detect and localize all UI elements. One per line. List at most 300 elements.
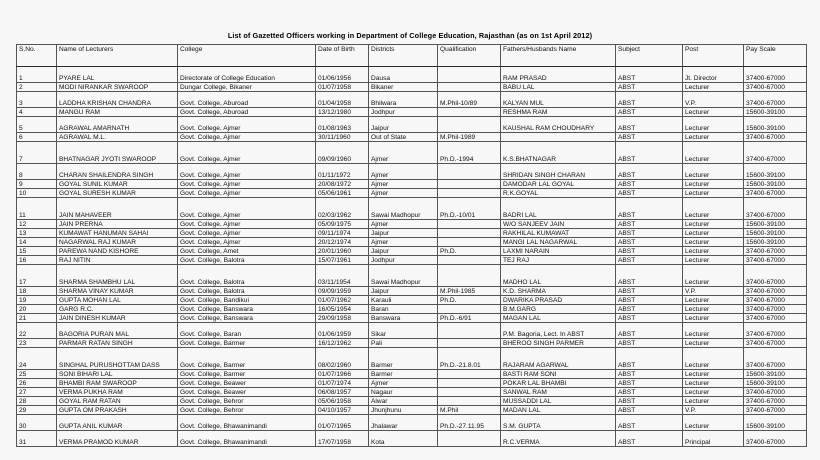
- cell-sno: 15: [17, 247, 57, 256]
- cell-date-of-birth: 01/08/1963: [316, 117, 369, 133]
- cell-post: Lecturer: [683, 229, 744, 238]
- cell-father-name: MAGAN LAL: [501, 314, 616, 323]
- cell-subject: ABST: [616, 305, 683, 314]
- cell-subject: ABST: [616, 415, 683, 431]
- cell-father-name: B.M.GARG: [501, 305, 616, 314]
- cell-college: Govt. College, Bandikui: [178, 296, 316, 305]
- table-row: [17, 189, 807, 198]
- cell-name: RAJ NITIN: [57, 256, 178, 265]
- cell-qualification: [438, 323, 501, 339]
- cell-name: KUMAWAT HANUMAN SAHAI: [57, 229, 178, 238]
- cell-post: V.P.: [683, 287, 744, 296]
- cell-college: Govt. College, Balotra: [178, 287, 316, 296]
- cell-sno: 4: [17, 108, 57, 117]
- cell-pay-scale: 15600-39100: [744, 229, 807, 238]
- cell-college: Govt. College, Bhawanimandi: [178, 431, 316, 447]
- cell-father-name: SANWAL RAM: [501, 388, 616, 397]
- cell-college: Directorate of College Education: [178, 67, 316, 83]
- cell-name: AGRAWAL AMARNATH: [57, 117, 178, 133]
- cell-post: Lecturer: [683, 117, 744, 133]
- cell-post: Lecturer: [683, 339, 744, 348]
- cell-qualification: [438, 379, 501, 388]
- cell-subject: ABST: [616, 247, 683, 256]
- cell-pay-scale: 37400-67000: [744, 397, 807, 406]
- cell-name: GOYAL RAM RATAN: [57, 397, 178, 406]
- cell-college: Govt. College, Behror: [178, 397, 316, 406]
- cell-district: Nagaur: [369, 388, 438, 397]
- table-row: [17, 229, 807, 238]
- cell-pay-scale: 37400-67000: [744, 406, 807, 415]
- cell-college: Govt. College, Ajmer: [178, 142, 316, 164]
- cell-date-of-birth: 01/04/1958: [316, 92, 369, 108]
- cell-pay-scale: 37400-67000: [744, 256, 807, 265]
- cell-sno: 17: [17, 265, 57, 287]
- cell-name: GUPTA MOHAN LAL: [57, 296, 178, 305]
- cell-name: SONI BIHARI LAL: [57, 370, 178, 379]
- cell-date-of-birth: 20/12/1974: [316, 238, 369, 247]
- cell-pay-scale: 37400-67000: [744, 323, 807, 339]
- cell-qualification: Ph.D.-21.8.01: [438, 348, 501, 370]
- cell-name: BAGORIA PURAN MAL: [57, 323, 178, 339]
- cell-name: VERMA PUKHA RAM: [57, 388, 178, 397]
- cell-pay-scale: 15600-39100: [744, 220, 807, 229]
- cell-pay-scale: 37400-67000: [744, 198, 807, 220]
- table-row: [17, 287, 807, 296]
- cell-sno: 25: [17, 370, 57, 379]
- cell-post: Lecturer: [683, 296, 744, 305]
- cell-date-of-birth: 04/10/1957: [316, 406, 369, 415]
- cell-name: GUPTA OM PRAKASH: [57, 406, 178, 415]
- cell-district: Jaipur: [369, 117, 438, 133]
- cell-pay-scale: 37400-67000: [744, 305, 807, 314]
- cell-father-name: KALYAN MUL: [501, 92, 616, 108]
- cell-pay-scale: 15600-39100: [744, 180, 807, 189]
- cell-date-of-birth: 05/09/1975: [316, 220, 369, 229]
- cell-sno: 28: [17, 397, 57, 406]
- cell-post: Lecturer: [683, 164, 744, 180]
- cell-father-name: DAMODAR LAL GOYAL: [501, 180, 616, 189]
- cell-college: Govt. College, Barmer: [178, 348, 316, 370]
- cell-date-of-birth: 05/06/1961: [316, 189, 369, 198]
- cell-pay-scale: 37400-67000: [744, 265, 807, 287]
- cell-date-of-birth: 01/06/1959: [316, 323, 369, 339]
- table-row: [17, 415, 807, 431]
- cell-post: Lecturer: [683, 397, 744, 406]
- cell-pay-scale: 37400-67000: [744, 296, 807, 305]
- cell-father-name: LAXMI NARAIN: [501, 247, 616, 256]
- cell-pay-scale: 37400-67000: [744, 388, 807, 397]
- cell-qualification: [438, 108, 501, 117]
- cell-father-name: RAKHILAL KUMAWAT: [501, 229, 616, 238]
- cell-sno: 10: [17, 189, 57, 198]
- cell-qualification: Ph.D.-1994: [438, 142, 501, 164]
- cell-date-of-birth: 15/07/1961: [316, 256, 369, 265]
- cell-father-name: MANGI LAL NAGARWAL: [501, 238, 616, 247]
- cell-post: Lecturer: [683, 220, 744, 229]
- cell-name: LADDHA KRISHAN CHANDRA: [57, 92, 178, 108]
- cell-sno: 9: [17, 180, 57, 189]
- cell-pay-scale: 15600-39100: [744, 108, 807, 117]
- cell-district: Baran: [369, 305, 438, 314]
- cell-date-of-birth: 20/01/1960: [316, 247, 369, 256]
- cell-name: SHARMA SHAMBHU LAL: [57, 265, 178, 287]
- cell-subject: ABST: [616, 287, 683, 296]
- cell-pay-scale: 15600-39100: [744, 164, 807, 180]
- cell-date-of-birth: 20/08/1972: [316, 180, 369, 189]
- cell-date-of-birth: 05/06/1958: [316, 397, 369, 406]
- page-title: List of Gazetted Officers working in Department of College Education, Rajasthan (as on 1st April 2012): [227, 31, 593, 40]
- cell-post: Lecturer: [683, 256, 744, 265]
- cell-date-of-birth: 01/07/1965: [316, 415, 369, 431]
- cell-sno: 7: [17, 142, 57, 164]
- cell-sno: 31: [17, 431, 57, 447]
- cell-subject: ABST: [616, 388, 683, 397]
- cell-name: JAIN DINESH KUMAR: [57, 314, 178, 323]
- cell-subject: ABST: [616, 238, 683, 247]
- cell-date-of-birth: 06/08/1957: [316, 388, 369, 397]
- cell-father-name: BABU LAL: [501, 83, 616, 92]
- cell-district: Ajmer: [369, 220, 438, 229]
- cell-sno: 5: [17, 117, 57, 133]
- table-row: [17, 348, 807, 370]
- cell-father-name: TEJ RAJ: [501, 256, 616, 265]
- cell-college: Govt. College, Ajmer: [178, 220, 316, 229]
- cell-date-of-birth: 02/03/1962: [316, 198, 369, 220]
- cell-father-name: KAUSHAL RAM CHOUDHARY: [501, 117, 616, 133]
- cell-college: Govt. College, Banswara: [178, 305, 316, 314]
- cell-post: Lecturer: [683, 198, 744, 220]
- column-header-date-of-birth: Date of Birth: [316, 45, 369, 67]
- cell-district: Jodhpur: [369, 108, 438, 117]
- cell-sno: 6: [17, 133, 57, 142]
- cell-qualification: [438, 180, 501, 189]
- cell-father-name: RAM PRASAD: [501, 67, 616, 83]
- cell-name: AGRAWAL M.L.: [57, 133, 178, 142]
- table-row: [17, 133, 807, 142]
- cell-district: Pali: [369, 339, 438, 348]
- cell-district: Sawai Madhopur: [369, 265, 438, 287]
- cell-father-name: P.M. Bagoria, Lect. In ABST: [501, 323, 616, 339]
- cell-name: PYARE LAL: [57, 67, 178, 83]
- cell-college: Govt. College, Baran: [178, 323, 316, 339]
- cell-post: Lecturer: [683, 314, 744, 323]
- column-header-qualification: Qualification: [438, 45, 501, 67]
- cell-college: Govt. College, Beawer: [178, 388, 316, 397]
- cell-sno: 11: [17, 198, 57, 220]
- cell-post: Lecturer: [683, 348, 744, 370]
- cell-father-name: MADHO LAL: [501, 265, 616, 287]
- cell-date-of-birth: 16/05/1954: [316, 305, 369, 314]
- cell-pay-scale: 37400-67000: [744, 83, 807, 92]
- cell-subject: ABST: [616, 133, 683, 142]
- cell-father-name: BASTI RAM SONI: [501, 370, 616, 379]
- cell-post: Principal: [683, 431, 744, 447]
- cell-college: Govt. College, Banswara: [178, 314, 316, 323]
- cell-subject: ABST: [616, 406, 683, 415]
- cell-qualification: M.Phil-1985: [438, 287, 501, 296]
- cell-pay-scale: 37400-67000: [744, 92, 807, 108]
- cell-district: Sawai Madhopur: [369, 198, 438, 220]
- cell-father-name: DWARIKA PRASAD: [501, 296, 616, 305]
- cell-name: GOYAL SUNIL KUMAR: [57, 180, 178, 189]
- table-row: [17, 397, 807, 406]
- cell-post: Lecturer: [683, 247, 744, 256]
- cell-name: GUPTA ANIL KUMAR: [57, 415, 178, 431]
- table-row: [17, 92, 807, 108]
- cell-college: Govt. College, Barmer: [178, 370, 316, 379]
- cell-subject: ABST: [616, 339, 683, 348]
- cell-post: V.P.: [683, 92, 744, 108]
- cell-subject: ABST: [616, 323, 683, 339]
- cell-post: V.P.: [683, 406, 744, 415]
- cell-father-name: RESHMA RAM: [501, 108, 616, 117]
- cell-district: Banswara: [369, 314, 438, 323]
- cell-name: GOYAL SURESH KUMAR: [57, 189, 178, 198]
- cell-date-of-birth: 01/07/1966: [316, 370, 369, 379]
- cell-pay-scale: 37400-67000: [744, 133, 807, 142]
- cell-subject: ABST: [616, 229, 683, 238]
- cell-qualification: M.Phil-10/89: [438, 92, 501, 108]
- table-row: [17, 305, 807, 314]
- cell-district: Jhunjhunu: [369, 406, 438, 415]
- table-row: [17, 388, 807, 397]
- cell-subject: ABST: [616, 314, 683, 323]
- cell-pay-scale: 15600-39100: [744, 379, 807, 388]
- cell-district: Jaipur: [369, 287, 438, 296]
- cell-college: Govt. College, Aburoad: [178, 108, 316, 117]
- table-row: [17, 323, 807, 339]
- cell-qualification: [438, 370, 501, 379]
- cell-name: MODI NIRANKAR SWAROOP: [57, 83, 178, 92]
- cell-sno: 23: [17, 339, 57, 348]
- cell-name: NAGARWAL RAJ KUMAR: [57, 238, 178, 247]
- table-row: [17, 67, 807, 83]
- cell-sno: 18: [17, 287, 57, 296]
- cell-father-name: MADAN LAL: [501, 406, 616, 415]
- cell-subject: ABST: [616, 348, 683, 370]
- table-row: [17, 379, 807, 388]
- cell-subject: ABST: [616, 142, 683, 164]
- table-row: [17, 314, 807, 323]
- cell-qualification: Ph.D.-6/91: [438, 314, 501, 323]
- cell-sno: 19: [17, 296, 57, 305]
- cell-pay-scale: 15600-39100: [744, 117, 807, 133]
- cell-district: Alwar: [369, 397, 438, 406]
- cell-post: Lecturer: [683, 370, 744, 379]
- column-header-subject: Subject: [616, 45, 683, 67]
- cell-post: Lecturer: [683, 133, 744, 142]
- table-row: [17, 142, 807, 164]
- officers-table: [16, 44, 807, 447]
- cell-qualification: [438, 339, 501, 348]
- cell-post: Lecturer: [683, 388, 744, 397]
- cell-post: Lecturer: [683, 142, 744, 164]
- cell-college: Govt. College, Ajmer: [178, 180, 316, 189]
- cell-pay-scale: 15600-39100: [744, 370, 807, 379]
- cell-qualification: [438, 220, 501, 229]
- cell-date-of-birth: 09/09/1960: [316, 142, 369, 164]
- table-row: [17, 431, 807, 447]
- cell-qualification: [438, 238, 501, 247]
- cell-pay-scale: 37400-67000: [744, 142, 807, 164]
- cell-pay-scale: 37400-67000: [744, 67, 807, 83]
- cell-district: Barmer: [369, 370, 438, 379]
- cell-name: PAREWA NAND KISHORE: [57, 247, 178, 256]
- cell-college: Govt. College, Ajmer: [178, 164, 316, 180]
- cell-date-of-birth: 03/11/1954: [316, 265, 369, 287]
- cell-qualification: Ph.D.: [438, 296, 501, 305]
- cell-qualification: [438, 189, 501, 198]
- cell-pay-scale: 37400-67000: [744, 189, 807, 198]
- cell-date-of-birth: 08/02/1960: [316, 348, 369, 370]
- cell-subject: ABST: [616, 117, 683, 133]
- table-row: [17, 198, 807, 220]
- cell-name: JAIN MAHAVEER: [57, 198, 178, 220]
- cell-qualification: [438, 117, 501, 133]
- cell-date-of-birth: 29/09/1958: [316, 314, 369, 323]
- column-header-pay-scale: Pay Scale: [744, 45, 807, 67]
- cell-sno: 29: [17, 406, 57, 415]
- cell-sno: 27: [17, 388, 57, 397]
- cell-district: Jaipur: [369, 229, 438, 238]
- cell-pay-scale: 37400-67000: [744, 287, 807, 296]
- cell-college: Govt. College, Ajmer: [178, 117, 316, 133]
- cell-district: Dausa: [369, 67, 438, 83]
- cell-qualification: [438, 388, 501, 397]
- cell-date-of-birth: 01/11/1972: [316, 164, 369, 180]
- cell-college: Govt. College, Behror: [178, 406, 316, 415]
- cell-college: Dungar College, Bikaner: [178, 83, 316, 92]
- cell-qualification: Ph.D.-10/01: [438, 198, 501, 220]
- cell-name: SHARMA VINAY KUMAR: [57, 287, 178, 296]
- cell-qualification: [438, 397, 501, 406]
- cell-district: Ajmer: [369, 180, 438, 189]
- column-header-post: Post: [683, 45, 744, 67]
- cell-subject: ABST: [616, 370, 683, 379]
- cell-district: Jaipur: [369, 247, 438, 256]
- cell-subject: ABST: [616, 296, 683, 305]
- cell-college: Govt. College, Bhawanimandi: [178, 415, 316, 431]
- cell-date-of-birth: 09/09/1959: [316, 287, 369, 296]
- cell-post: Lecturer: [683, 323, 744, 339]
- cell-father-name: K.D. SHARMA: [501, 287, 616, 296]
- cell-subject: ABST: [616, 164, 683, 180]
- cell-college: Govt. College, Balotra: [178, 265, 316, 287]
- cell-subject: ABST: [616, 379, 683, 388]
- table-row: [17, 265, 807, 287]
- cell-district: Ajmer: [369, 379, 438, 388]
- column-header-sno: S.No.: [17, 45, 57, 67]
- table-row: [17, 256, 807, 265]
- table-row: [17, 117, 807, 133]
- cell-sno: 16: [17, 256, 57, 265]
- cell-district: Ajmer: [369, 189, 438, 198]
- table-row: [17, 339, 807, 348]
- table-header: [17, 45, 807, 67]
- cell-date-of-birth: 01/06/1956: [316, 67, 369, 83]
- cell-sno: 8: [17, 164, 57, 180]
- cell-date-of-birth: 01/07/1974: [316, 379, 369, 388]
- cell-sno: 2: [17, 83, 57, 92]
- cell-subject: ABST: [616, 92, 683, 108]
- cell-name: SINGHAL PURUSHOTTAM DASS: [57, 348, 178, 370]
- cell-district: Kota: [369, 431, 438, 447]
- column-header-districts: Districts: [369, 45, 438, 67]
- cell-post: Jt. Director: [683, 67, 744, 83]
- cell-post: Lecturer: [683, 108, 744, 117]
- cell-pay-scale: 37400-67000: [744, 339, 807, 348]
- cell-qualification: Ph.D.-27.11.95: [438, 415, 501, 431]
- cell-post: Lecturer: [683, 180, 744, 189]
- cell-college: Govt. College, Ajmer: [178, 189, 316, 198]
- cell-pay-scale: 37400-67000: [744, 431, 807, 447]
- cell-district: Jodhpur: [369, 256, 438, 265]
- cell-district: Barmer: [369, 348, 438, 370]
- table-row: [17, 296, 807, 305]
- cell-date-of-birth: 09/11/1974: [316, 229, 369, 238]
- cell-name: JAIN PRERNA: [57, 220, 178, 229]
- cell-post: Lecturer: [683, 379, 744, 388]
- cell-date-of-birth: 01/07/1962: [316, 296, 369, 305]
- cell-district: Ajmer: [369, 142, 438, 164]
- cell-name: BHAMBI RAM SWAROOP: [57, 379, 178, 388]
- cell-name: VERMA PRAMOD KUMAR: [57, 431, 178, 447]
- cell-name: GARG R.C.: [57, 305, 178, 314]
- cell-college: Govt. College, Ajmer: [178, 238, 316, 247]
- cell-sno: 26: [17, 379, 57, 388]
- cell-college: Govt. College, Ajmer: [178, 229, 316, 238]
- cell-district: Ajmer: [369, 164, 438, 180]
- cell-father-name: K.S.BHATNAGAR: [501, 142, 616, 164]
- cell-pay-scale: 15600-39100: [744, 238, 807, 247]
- cell-father-name: W/O SANJEEV JAIN: [501, 220, 616, 229]
- table-header-row: [17, 45, 807, 67]
- cell-qualification: [438, 256, 501, 265]
- cell-sno: 12: [17, 220, 57, 229]
- cell-sno: 30: [17, 415, 57, 431]
- cell-qualification: [438, 164, 501, 180]
- officers-table-container: [16, 44, 806, 447]
- cell-subject: ABST: [616, 431, 683, 447]
- cell-subject: ABST: [616, 220, 683, 229]
- cell-qualification: [438, 229, 501, 238]
- table-row: [17, 180, 807, 189]
- table-row: [17, 164, 807, 180]
- cell-father-name: POKAR LAL BHAMBI: [501, 379, 616, 388]
- cell-sno: 21: [17, 314, 57, 323]
- cell-date-of-birth: 17/07/1958: [316, 431, 369, 447]
- cell-pay-scale: 37400-67000: [744, 314, 807, 323]
- cell-subject: ABST: [616, 108, 683, 117]
- cell-father-name: MUSSADDI LAL: [501, 397, 616, 406]
- cell-name: MANGU RAM: [57, 108, 178, 117]
- column-header-father-name: Fathers/Husbands Name: [501, 45, 616, 67]
- cell-qualification: [438, 305, 501, 314]
- cell-sno: 13: [17, 229, 57, 238]
- cell-name: CHARAN SHAILENDRA SINGH: [57, 164, 178, 180]
- cell-father-name: [501, 133, 616, 142]
- cell-father-name: SHRIDAN SINGH CHARAN: [501, 164, 616, 180]
- cell-sno: 14: [17, 238, 57, 247]
- cell-qualification: [438, 83, 501, 92]
- cell-sno: 22: [17, 323, 57, 339]
- cell-father-name: R.C.VERMA: [501, 431, 616, 447]
- table-body: [17, 67, 807, 447]
- cell-qualification: Ph.D.: [438, 247, 501, 256]
- cell-subject: ABST: [616, 265, 683, 287]
- cell-sno: 20: [17, 305, 57, 314]
- cell-pay-scale: 37400-67000: [744, 348, 807, 370]
